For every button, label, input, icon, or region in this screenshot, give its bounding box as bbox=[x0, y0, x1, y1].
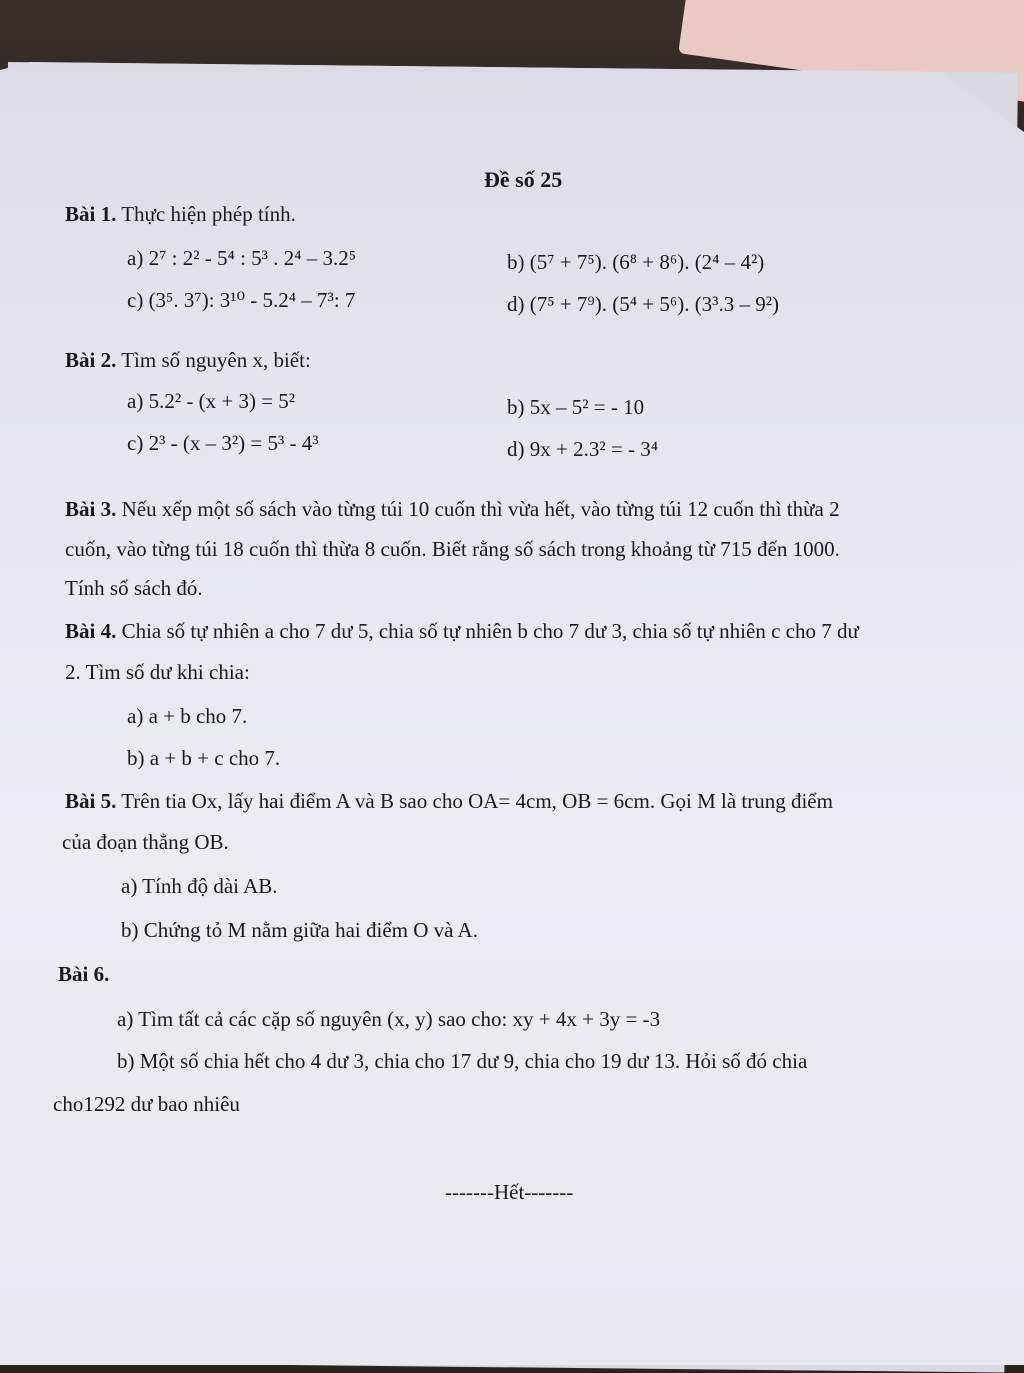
exercise-3-line-2: cuốn, vào từng túi 18 cuốn thì thừa 8 cuốn. Biết rằng số sách trong khoảng từ 715 đến 1000. bbox=[65, 537, 840, 561]
exercise-5-line-1 bbox=[65, 787, 833, 815]
exercise-2b: b) 5x – 5² = - 10 bbox=[507, 395, 645, 419]
exercise-6b-line-1: b) Một số chia hết cho 4 dư 3, chia cho 17 dư 9, chia cho 19 dư 13. Hỏi số đó chia bbox=[117, 1049, 808, 1073]
exercise-2-heading bbox=[65, 346, 311, 374]
exercise-5-text-1: Trên tia Ox, lấy hai điểm A và B sao cho OA= 4cm, OB = 6cm. Gọi M là trung điểm bbox=[121, 789, 833, 813]
exercise-5a: a) Tính độ dài AB. bbox=[121, 874, 278, 898]
exercise-4-line-2: 2. Tìm số dư khi chia: bbox=[65, 660, 250, 684]
exercise-6b-line-2: cho1292 dư bao nhiêu bbox=[53, 1092, 240, 1116]
exercise-5b: b) Chứng tỏ M nằm giữa hai điểm O và A. bbox=[121, 918, 478, 942]
exercise-4-line-1 bbox=[65, 617, 859, 645]
exercise-1c: c) (3⁵. 3⁷): 3¹⁰ - 5.2⁴ – 7³: 7 bbox=[127, 288, 356, 312]
exercise-4-text-1: Chia số tự nhiên a cho 7 dư 5, chia số tự nhiên b cho 7 dư 3, chia số tự nhiên c cho 7 dư bbox=[121, 619, 859, 643]
exercise-4a: a) a + b cho 7. bbox=[127, 704, 248, 728]
exercise-1d: d) (7⁵ + 7⁹). (5⁴ + 5⁶). (3³.3 – 9²) bbox=[507, 292, 780, 316]
exercise-3-line-3: Tính số sách đó. bbox=[65, 576, 203, 600]
exercise-3-line-1 bbox=[65, 495, 840, 523]
exercise-2a: a) 5.2² - (x + 3) = 5² bbox=[127, 389, 296, 413]
exercise-1-label: Bài 1. bbox=[65, 202, 117, 226]
exercise-6-label: Bài 6. bbox=[58, 962, 110, 986]
exercise-6a: a) Tìm tất cả các cặp số nguyên (x, y) sao cho: xy + 4x + 3y = -3 bbox=[117, 1007, 661, 1031]
exercise-2c: c) 2³ - (x – 3²) = 5³ - 4³ bbox=[127, 431, 319, 455]
exercise-5-label: Bài 5. bbox=[65, 789, 117, 813]
exercise-2-label: Bài 2. bbox=[65, 348, 117, 372]
page-title: Đề số 25 bbox=[484, 167, 563, 192]
exercise-4b: b) a + b + c cho 7. bbox=[127, 746, 281, 770]
exercise-4-label: Bài 4. bbox=[65, 619, 117, 643]
exercise-3-label: Bài 3. bbox=[65, 497, 117, 521]
exercise-3-text-1: Nếu xếp một số sách vào từng túi 10 cuốn thì vừa hết, vào từng túi 12 cuốn thì thừa 2 bbox=[121, 497, 840, 521]
exercise-2-text: Tìm số nguyên x, biết: bbox=[121, 348, 311, 372]
exercise-1b: b) (5⁷ + 7⁵). (6⁸ + 8⁶). (2⁴ – 4²) bbox=[507, 250, 765, 274]
exercise-1-text: Thực hiện phép tính. bbox=[121, 202, 296, 226]
exercise-1-heading bbox=[65, 200, 296, 228]
exercise-5-line-2: của đoạn thẳng OB. bbox=[62, 830, 229, 854]
exercise-2d: d) 9x + 2.3² = - 3⁴ bbox=[507, 437, 659, 461]
footer-end-mark: -------Hết------- bbox=[445, 1180, 574, 1204]
exercise-1a: a) 2⁷ : 2² - 5⁴ : 5³ . 2⁴ – 3.2⁵ bbox=[127, 246, 357, 270]
